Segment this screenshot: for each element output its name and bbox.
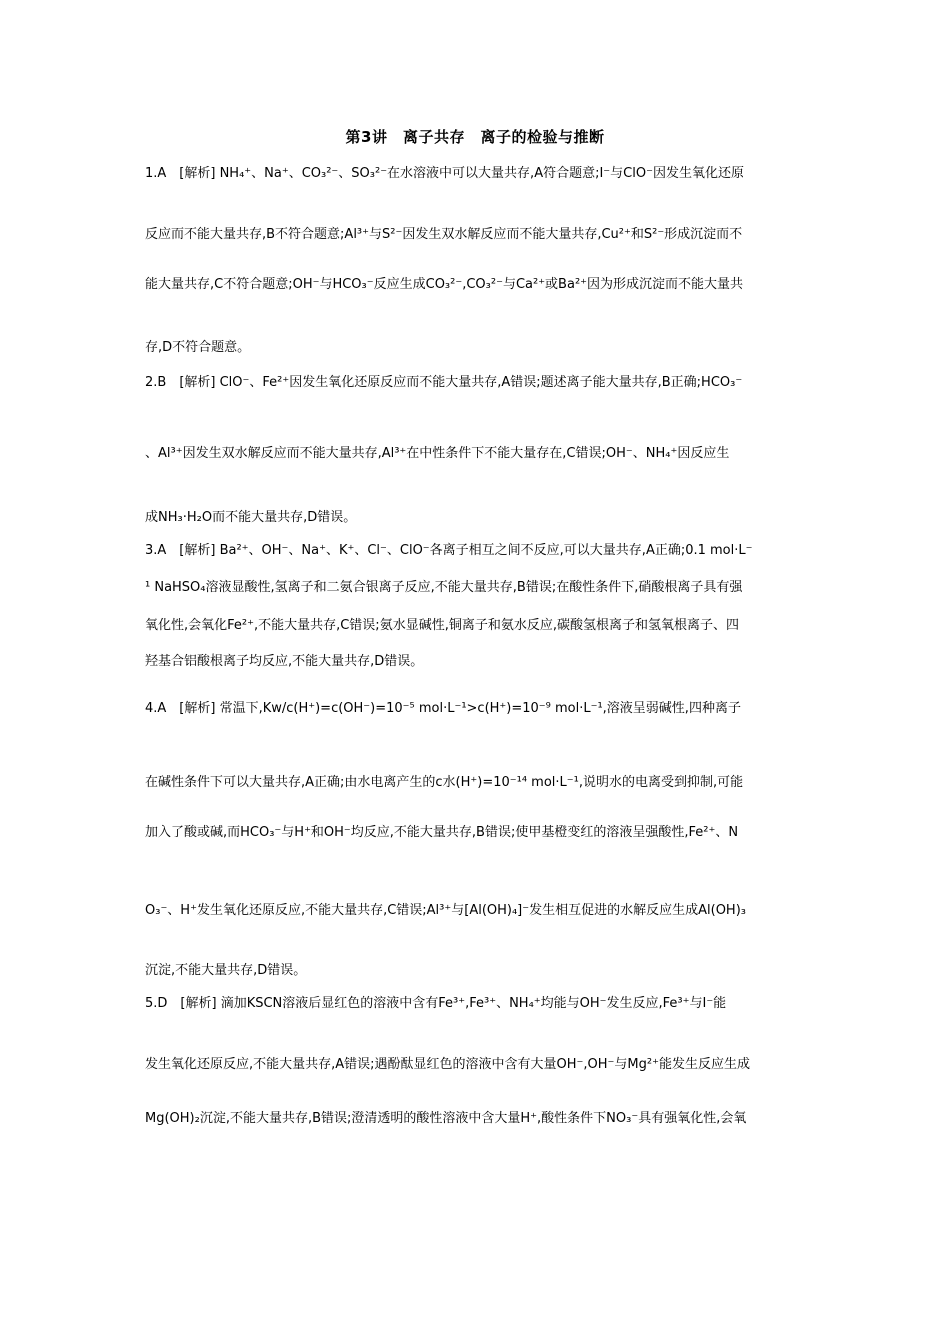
text-line: 氧化性,会氧化Fe²⁺,不能大量共存,C错误;氨水显碱性,铜离子和氨水反应,碳酸氢根离子和氢氧根离子、四 <box>145 618 739 633</box>
text-line: ¹ NaHSO₄溶液显酸性,氢离子和二氨合银离子反应,不能大量共存,B错误;在酸性条件下,硝酸根离子具有强 <box>145 580 743 595</box>
text-line: 成NH₃·H₂O而不能大量共存,D错误。 <box>145 510 357 525</box>
page-title: 第3讲 离子共存 离子的检验与推断 <box>345 128 605 146</box>
text-line: 3.A [解析] Ba²⁺、OH⁻、Na⁺、K⁺、Cl⁻、ClO⁻各离子相互之间不反应,可以大量共存,A正确;0.1 mol·L⁻ <box>145 543 753 558</box>
text-line: 发生氧化还原反应,不能大量共存,A错误;遇酚酞显红色的溶液中含有大量OH⁻,OH⁻与Mg²⁺能发生反应生成 <box>145 1057 750 1072</box>
text-line: 、Al³⁺因发生双水解反应而不能大量共存,Al³⁺在中性条件下不能大量存在,C错误;OH⁻、NH₄⁺因反应生 <box>145 446 730 461</box>
text-line: O₃⁻、H⁺发生氧化还原反应,不能大量共存,C错误;Al³⁺与[Al(OH)₄]⁻发生相互促进的水解反应生成Al(OH)₃ <box>145 903 746 918</box>
text-line: 存,D不符合题意。 <box>145 340 251 355</box>
text-line: 能大量共存,C不符合题意;OH⁻与HCO₃⁻反应生成CO₃²⁻,CO₃²⁻与Ca²⁺或Ba²⁺因为形成沉淀而不能大量共 <box>145 277 744 292</box>
text-line: 4.A [解析] 常温下,Kw/c(H⁺)=c(OH⁻)=10⁻⁵ mol·L⁻¹>c(H⁺)=10⁻⁹ mol·L⁻¹,溶液呈弱碱性,四种离子 <box>145 701 741 716</box>
text-line: 羟基合铝酸根离子均反应,不能大量共存,D错误。 <box>145 654 424 669</box>
text-line: Mg(OH)₂沉淀,不能大量共存,B错误;澄清透明的酸性溶液中含大量H⁺,酸性条件下NO₃⁻具有强氧化性,会氧 <box>145 1111 747 1126</box>
text-line: 5.D [解析] 滴加KSCN溶液后显红色的溶液中含有Fe³⁺,Fe³⁺、NH₄⁺均能与OH⁻发生反应,Fe³⁺与I⁻能 <box>145 996 727 1011</box>
text-line: 反应而不能大量共存,B不符合题意;Al³⁺与S²⁻因发生双水解反应而不能大量共存,Cu²⁺和S²⁻形成沉淀而不 <box>145 227 743 242</box>
text-line: 加入了酸或碱,而HCO₃⁻与H⁺和OH⁻均反应,不能大量共存,B错误;使甲基橙变红的溶液呈强酸性,Fe²⁺、N <box>145 825 739 840</box>
text-line: 沉淀,不能大量共存,D错误。 <box>145 963 307 978</box>
text-line: 1.A [解析] NH₄⁺、Na⁺、CO₃²⁻、SO₃²⁻在水溶液中可以大量共存,A符合题意;I⁻与ClO⁻因发生氧化还原 <box>145 166 744 181</box>
text-line: 2.B [解析] ClO⁻、Fe²⁺因发生氧化还原反应而不能大量共存,A错误;题述离子能大量共存,B正确;HCO₃⁻ <box>145 375 743 390</box>
text-line: 在碱性条件下可以大量共存,A正确;由水电离产生的c水(H⁺)=10⁻¹⁴ mol·L⁻¹,说明水的电离受到抑制,可能 <box>145 775 744 790</box>
